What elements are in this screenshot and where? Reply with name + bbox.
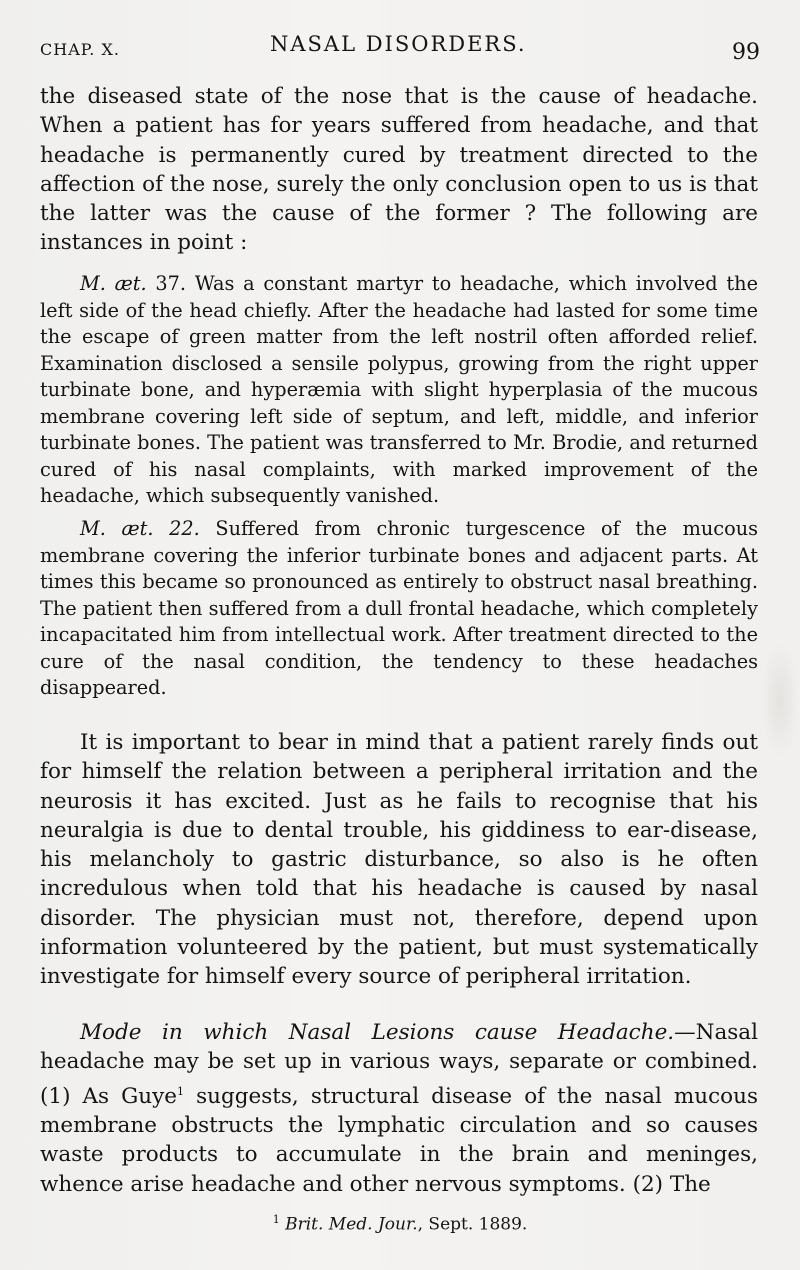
case-report-1 <box>40 271 758 510</box>
paragraph-important <box>40 728 758 992</box>
footnote <box>0 1213 800 1235</box>
running-title: NASAL DISORDERS. <box>270 32 527 56</box>
footnote-marker: 1 <box>272 1213 280 1226</box>
case-report-2 <box>40 516 758 702</box>
footnote-source: Brit. Med. Jour. <box>285 1214 418 1235</box>
case-2-label: M. æt. 22. <box>80 517 200 540</box>
case-1-label: M. æt. <box>80 272 147 295</box>
paragraph-intro-text: the diseased state of the nose that is the cause of headache. When a patient has for years suffered from headache, and that headache is permanently cured by treatment directed to the affection of the nose, surely the only conclusion open to us is that the latter was the cause of the former ? The following are instances in point : <box>40 84 758 256</box>
paragraph-important-text: It is important to bear in mind that a patient rarely finds out for himself the relation between a peripheral irritation and the neurosis it has excited. Just as he fails to recognise that his neuralgia is due to dental trouble, his giddiness to ear-disease, his melancholy to gastric disturbance, so also is he often incredulous when told that his headache is caused by nasal disorder. The physician must not, therefore, depend upon information volunteered by the patient, but must systematically investigate for himself every source of peripheral irritation. <box>40 730 758 990</box>
page-number: 99 <box>732 40 760 65</box>
paragraph-mode-text-b: suggests, structural disease of the nasal mucous membrane obstructs the lymphatic circulation and so causes waste products to accumulate in the brain and meninges, whence arise headache and other nervous symptoms. (2) The <box>40 1083 758 1197</box>
paragraph-mode-text-a: Nasal headache may be set up in various ways, separate or combined. (1) As Guye <box>40 1020 758 1109</box>
footnote-date: , Sept. 1889. <box>417 1214 528 1235</box>
section-heading-mode: Mode in which Nasal Lesions cause Headache. <box>80 1020 675 1045</box>
footnote-ref: 1 <box>177 1084 185 1098</box>
chapter-label: CHAP. X. <box>40 40 120 59</box>
case-2-text: Suffered from chronic turgescence of the mucous membrane covering the inferior turbinate bones and adjacent parts. At times this became so pronounced as entirely to obstruct nasal breathing. The patient then suffered from a dull frontal headache, which completely incapacitated him from intellectual work. After treatment directed to the cure of the nasal condition, the tendency to these headaches disappeared. <box>40 517 759 699</box>
case-1-age: 37. <box>146 272 187 295</box>
heading-dash: — <box>674 1020 696 1045</box>
page-bleed-through <box>760 640 800 760</box>
page-header <box>40 32 760 72</box>
case-1-text: Was a constant martyr to headache, which involved the left side of the head chiefly. After the headache had lasted for some time the escape of green matter from the left nostril often afforded relief. Examination disclosed a sensile polypus, growing from the right upper turbinate bone, and hyperæmia with slight hyperplasia of the mucous membrane covering left side of septum, and left, middle, and inferior turbinate bones. The patient was transferred to Mr. Brodie, and returned cured of his nasal complaints, with marked improvement of the headache, which subsequently vanished. <box>40 272 758 507</box>
paragraph-intro <box>40 82 758 258</box>
paragraph-mode <box>40 1018 758 1199</box>
